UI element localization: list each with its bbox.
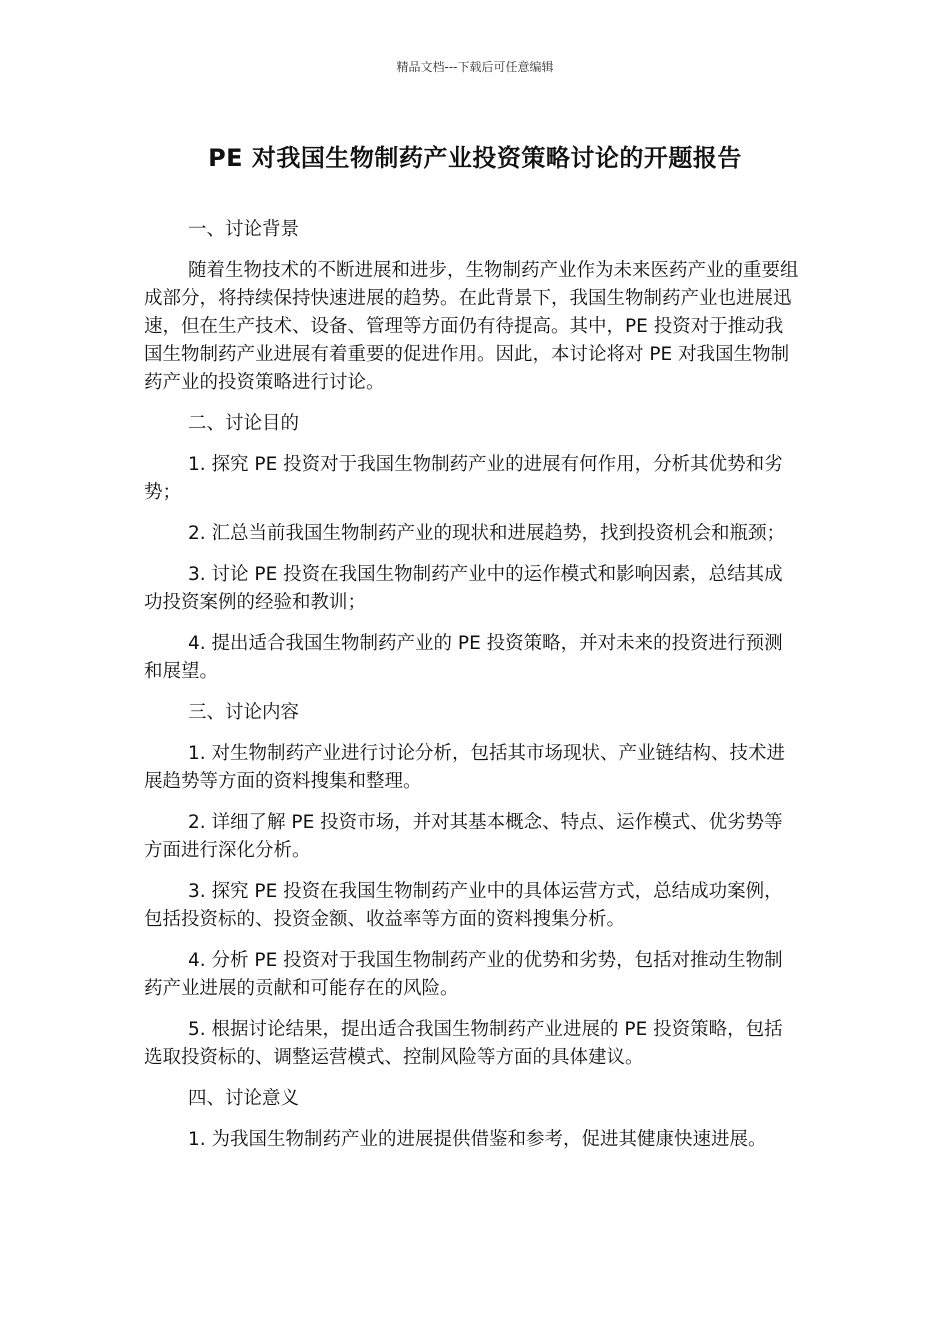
list-item: 4. 分析 PE 投资对于我国生物制药产业的优势和劣势，包括对推动生物制药产业进展的贡献和可能存在的风险。 (144, 950, 783, 999)
list-item: 4. 提出适合我国生物制药产业的 PE 投资策略，并对未来的投资进行预测和展望。 (144, 633, 783, 682)
header-note: 精品文档---下载后可任意编辑 (396, 60, 554, 74)
list-item: 3. 探究 PE 投资在我国生物制药产业中的具体运营方式，总结成功案例，包括投资标的、投资金额、收益率等方面的资料搜集分析。 (144, 881, 783, 930)
document-title: PE 对我国生物制药产业投资策略讨论的开题报告 (208, 144, 742, 172)
section-heading-background: 一、讨论背景 (188, 219, 300, 240)
list-item: 3. 讨论 PE 投资在我国生物制药产业中的运作模式和影响因素，总结其成功投资案例的经验和教训； (144, 564, 783, 613)
list-item: 1. 探究 PE 投资对于我国生物制药产业的进展有何作用，分析其优势和劣势； (144, 454, 783, 503)
document-body (144, 216, 800, 1167)
paragraph: 随着生物技术的不断进展和进步，生物制药产业作为未来医药产业的重要组成部分，将持续保持快速进展的趋势。在此背景下，我国生物制药产业也进展迅速，但在生产技术、设备、管理等方面仍有待提高。其中，PE 投资对于推动我国生物制药产业进展有着重要的促进作用。因此，本讨论将对 PE 对我国生物制药产业的投资策略进行讨论。 (144, 260, 799, 393)
list-item: 2. 汇总当前我国生物制药产业的现状和进展趋势，找到投资机会和瓶颈； (188, 523, 786, 544)
list-item: 1. 对生物制药产业进行讨论分析，包括其市场现状、产业链结构、技术进展趋势等方面的资料搜集和整理。 (144, 743, 786, 792)
section-heading-significance: 四、讨论意义 (188, 1088, 300, 1109)
section-heading-purpose: 二、讨论目的 (188, 413, 300, 434)
list-item: 2. 详细了解 PE 投资市场，并对其基本概念、特点、运作模式、优劣势等方面进行深化分析。 (144, 812, 783, 861)
list-item: 5. 根据讨论结果，提出适合我国生物制药产业进展的 PE 投资策略，包括选取投资标的、调整运营模式、控制风险等方面的具体建议。 (144, 1019, 783, 1068)
section-heading-content: 三、讨论内容 (188, 702, 300, 723)
list-item: 1. 为我国生物制药产业的进展提供借鉴和参考，促进其健康快速进展。 (188, 1129, 767, 1150)
